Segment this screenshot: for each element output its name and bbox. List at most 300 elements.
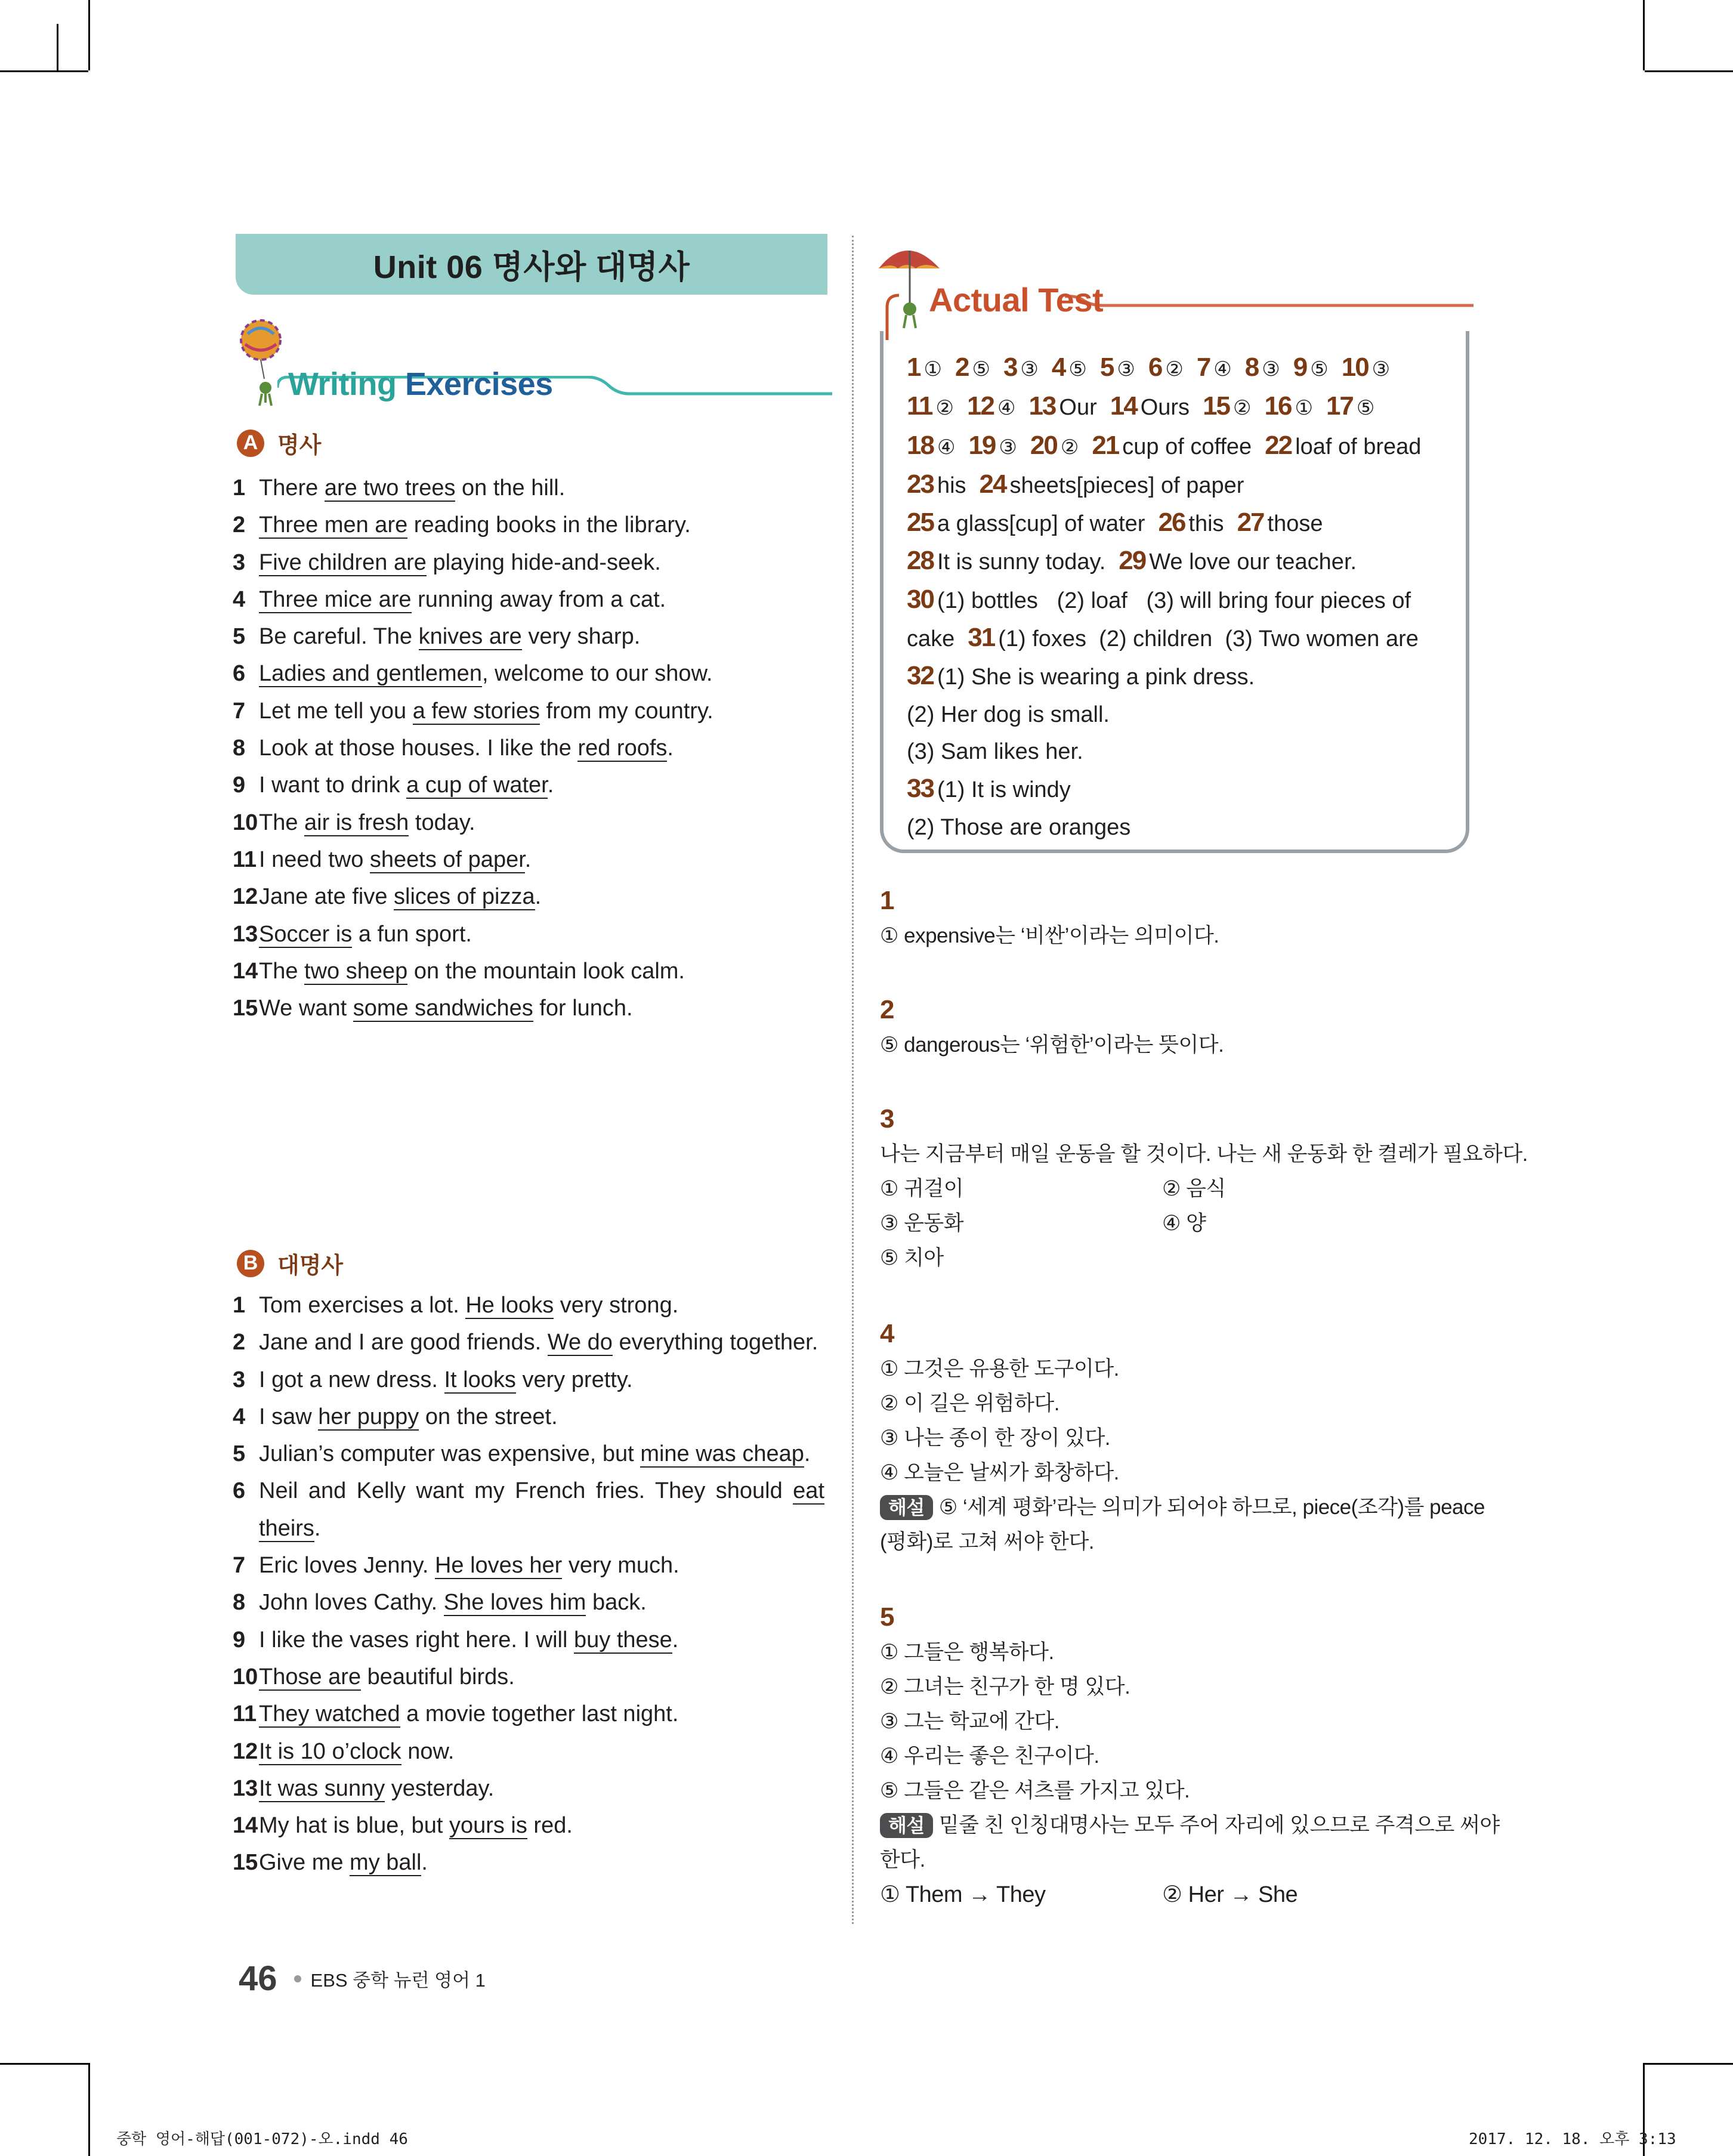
- exercise-item: [233, 878, 829, 915]
- answer-underline: Three mice are: [259, 586, 412, 612]
- sentence-text: My hat is blue, but: [259, 1813, 449, 1839]
- note-label: 해설: [880, 1813, 933, 1838]
- answer-line: [907, 427, 1450, 466]
- item-number: 12: [233, 1738, 258, 1764]
- sentence-text: from my country.: [540, 698, 713, 724]
- item-number: 14: [233, 1813, 258, 1839]
- choice-row: [880, 1241, 1473, 1275]
- answer-line: [907, 349, 1450, 388]
- section-b-heading: [237, 1247, 343, 1280]
- sentence-text: The: [259, 958, 305, 984]
- answer-number: 3: [1003, 353, 1017, 382]
- note-line: [880, 1525, 1473, 1559]
- section-title: 대명사: [277, 1253, 344, 1278]
- slug-file: 중학 영어-해답(001-072)-오.indd 46: [116, 2130, 408, 2148]
- explanation-number: 2: [880, 995, 895, 1024]
- item-sentence: [259, 469, 829, 506]
- sentence-text: Let me tell you: [259, 698, 413, 724]
- sentence-text: .: [314, 1515, 321, 1541]
- explanation-line: ① 그들은 행복하다.: [880, 1641, 1054, 1664]
- answer-number: 33: [907, 774, 934, 804]
- exercise-item: [233, 953, 829, 990]
- answer-value: sheets[pieces] of paper: [1009, 472, 1244, 498]
- answer-value: ③: [1371, 358, 1391, 381]
- explanation-block: [880, 1316, 1485, 1599]
- answer-underline: some sandwiches: [353, 996, 533, 1021]
- title-word-writing: Writing: [288, 366, 397, 402]
- item-sentence: [259, 1695, 824, 1732]
- note-text: 밑줄 친 인칭대명사는 모두 주어 자리에 있으므로 주격으로 써야: [938, 1814, 1500, 1837]
- explanation-line: ⑤ 그들은 같은 셔츠를 가지고 있다.: [880, 1779, 1190, 1802]
- answer-value: ②: [935, 397, 954, 420]
- answer-underline: buy these: [574, 1627, 672, 1652]
- choice-item: ① 귀걸이: [880, 1177, 964, 1200]
- answer-value: loaf of bread: [1295, 434, 1422, 459]
- answer-number: 18: [907, 430, 934, 460]
- answer-value: ⑤: [972, 358, 990, 381]
- item-number: 10: [233, 810, 258, 835]
- answer-line: [907, 542, 1450, 580]
- explanation-line: ④ 우리는 좋은 친구이다.: [880, 1744, 1099, 1768]
- correction-item: ② Her → She: [1162, 1882, 1298, 1907]
- answer-underline: red roofs: [577, 736, 668, 761]
- answer-underline: Ladies and gentlemen: [259, 661, 482, 687]
- answer-underline: her puppy: [318, 1404, 419, 1429]
- answer-line: [907, 733, 1450, 770]
- answer-underline: a few stories: [412, 698, 540, 724]
- answer-number: 27: [1237, 508, 1264, 538]
- answer-number: 6: [1148, 353, 1162, 382]
- exercise-item: [233, 1472, 824, 1547]
- answer-number: 24: [979, 469, 1006, 499]
- item-number: 13: [233, 921, 258, 947]
- exercise-item: [233, 1733, 824, 1770]
- sentence-text: Look at those houses. I like the: [259, 736, 578, 761]
- explanation-number: 1: [880, 886, 895, 915]
- correction-row: [880, 1877, 1473, 1912]
- answer-number: 21: [1092, 430, 1119, 460]
- answer-number: 11: [907, 391, 932, 421]
- answer-number: 29: [1119, 546, 1146, 576]
- explanation-line: ⑤ dangerous는 ‘위험한’이라는 뜻이다.: [880, 1033, 1224, 1057]
- explanation-block: [880, 992, 1473, 1101]
- answer-number: 32: [907, 661, 934, 691]
- item-number: 11: [233, 1701, 257, 1727]
- exercise-item: [233, 544, 829, 581]
- book-title: EBS 중학 뉴런 영어 1: [310, 1970, 486, 1991]
- explanation-number: 5: [880, 1602, 895, 1632]
- crop-mark: [0, 2063, 88, 2065]
- section-a-heading: [237, 427, 321, 459]
- sentence-text: red.: [527, 1813, 573, 1839]
- answer-value: ③: [999, 435, 1017, 459]
- sentence-text: Jane and I are good friends.: [259, 1330, 548, 1355]
- answer-value: cup of coffee: [1122, 434, 1252, 459]
- note-line: [880, 1808, 1500, 1843]
- sentence-text: Julian’s computer was expensive, but: [259, 1441, 641, 1467]
- exercise-item: [233, 730, 829, 767]
- title-word-exercises: Exercises: [404, 366, 553, 402]
- crop-mark: [88, 0, 90, 70]
- actual-test-title: Actual Test: [929, 281, 1104, 319]
- exercise-item: [233, 618, 829, 655]
- answer-underline: Soccer is: [259, 921, 353, 947]
- exercise-item: [233, 1324, 824, 1361]
- sentence-text: There: [259, 475, 325, 501]
- item-number: 13: [233, 1775, 258, 1801]
- item-sentence: [259, 655, 829, 692]
- sentence-text: .: [667, 736, 674, 761]
- sentence-text: .: [524, 847, 532, 872]
- answer-value: ④: [937, 435, 956, 459]
- item-sentence: [259, 506, 829, 543]
- choice-row: [880, 1206, 1473, 1241]
- answer-value: ④: [997, 397, 1016, 420]
- item-sentence: [259, 1361, 824, 1398]
- exercise-item: [233, 916, 829, 953]
- answer-number: 7: [1196, 353, 1210, 382]
- answer-underline: knives are: [418, 624, 522, 650]
- answer-number: 10: [1341, 353, 1369, 382]
- section-a-list: [233, 469, 829, 1027]
- explanation-line: ① expensive는 ‘비싼’이라는 의미이다.: [880, 924, 1219, 947]
- item-sentence: [259, 841, 829, 878]
- answer-value: cake: [907, 626, 955, 652]
- answer-value: ②: [1233, 397, 1252, 420]
- item-sentence: [259, 1547, 824, 1584]
- actual-test-header: [874, 239, 1476, 340]
- item-sentence: [259, 767, 829, 804]
- item-number: 4: [233, 586, 246, 612]
- answer-value: (2) Those are oranges: [907, 814, 1131, 840]
- exercise-item: [233, 1658, 824, 1695]
- explanation-block: [880, 883, 1473, 992]
- sentence-text: Be careful. The: [259, 624, 419, 650]
- sentence-text: running away from a cat.: [411, 586, 666, 612]
- item-sentence: [259, 953, 829, 990]
- item-sentence: [259, 1287, 824, 1324]
- sentence-text: I like the vases right here. I will: [259, 1627, 574, 1652]
- item-number: 12: [233, 884, 258, 910]
- sentence-text: reading books in the library.: [407, 512, 691, 538]
- choice-item: ④ 양: [1162, 1212, 1206, 1235]
- explanation-number: 4: [880, 1319, 895, 1348]
- sentence-text: very much.: [562, 1553, 679, 1579]
- item-sentence: [259, 1324, 824, 1361]
- exercise-item: [233, 1695, 824, 1732]
- answer-line: [907, 466, 1450, 504]
- sentence-text: very sharp.: [521, 624, 641, 650]
- item-number: 7: [233, 1553, 246, 1579]
- answer-number: 31: [968, 623, 995, 653]
- sentence-text: .: [804, 1441, 811, 1467]
- answer-number: 28: [907, 546, 934, 576]
- answer-number: 4: [1051, 353, 1065, 382]
- answer-number: 25: [907, 508, 934, 538]
- answer-number: 15: [1203, 391, 1230, 421]
- answer-underline: He looks: [465, 1293, 554, 1318]
- answer-underline: my ball: [350, 1850, 422, 1876]
- answer-value: ④: [1213, 358, 1232, 381]
- sentence-text: I saw: [259, 1404, 319, 1429]
- bullet-dot: [294, 1975, 301, 1982]
- answer-value: ③: [1020, 358, 1039, 381]
- explanation-line: ② 이 길은 위험하다.: [880, 1392, 1059, 1415]
- item-sentence: [259, 693, 829, 730]
- sentence-text: Eric loves Jenny.: [259, 1553, 435, 1579]
- exercise-item: [233, 804, 829, 841]
- sentence-text: Jane ate five: [259, 884, 394, 910]
- answer-value: ②: [1165, 358, 1184, 381]
- sentence-text: back.: [586, 1590, 647, 1616]
- exercise-item: [233, 693, 829, 730]
- unit-title: Unit 06 명사와 대명사: [373, 249, 690, 285]
- item-sentence: [259, 990, 829, 1027]
- exercise-item: [233, 767, 829, 804]
- answer-line: [907, 657, 1450, 696]
- item-number: 11: [233, 847, 257, 872]
- section-badge: B: [237, 1250, 264, 1277]
- answer-number: 26: [1158, 508, 1185, 538]
- sentence-text: playing hide-and-seek.: [426, 549, 661, 575]
- exercise-item: [233, 841, 829, 878]
- answer-line: [907, 388, 1450, 427]
- answer-number: 17: [1326, 391, 1353, 421]
- answer-underline: are two trees: [324, 475, 456, 501]
- answer-number: 20: [1030, 430, 1057, 460]
- explanation-line: ① 그것은 유용한 도구이다.: [880, 1357, 1119, 1380]
- answer-line: [907, 504, 1450, 542]
- unit-banner: [236, 234, 827, 295]
- sentence-text: very strong.: [554, 1293, 679, 1318]
- exercise-item: [233, 1398, 824, 1435]
- answer-value: ②: [1060, 435, 1079, 459]
- answer-value: It is sunny today.: [937, 549, 1106, 575]
- exercise-item: [233, 1621, 824, 1658]
- exercise-item: [233, 1435, 824, 1472]
- exercise-item: [233, 1807, 824, 1844]
- sentence-text: I need two: [259, 847, 370, 872]
- answer-line: [907, 696, 1450, 733]
- answer-number: 2: [954, 353, 969, 382]
- note-text: 한다.: [880, 1848, 925, 1871]
- exercise-item: [233, 469, 829, 506]
- answer-number: 1: [907, 353, 920, 382]
- item-number: 15: [233, 996, 258, 1021]
- answer-line: [907, 619, 1450, 657]
- answer-number: 30: [907, 584, 934, 614]
- answer-underline: Five children are: [259, 549, 427, 575]
- exercise-item: [233, 990, 829, 1027]
- sentence-text: Give me: [259, 1850, 350, 1876]
- answer-value: (1) bottles (2) loaf (3) will bring four pieces of: [937, 588, 1411, 613]
- item-number: 9: [233, 773, 246, 798]
- correction-item: ① Them → They: [880, 1882, 1046, 1907]
- item-number: 5: [233, 624, 246, 650]
- item-sentence: [259, 1807, 824, 1844]
- explanation-block: [880, 1599, 1500, 1912]
- item-number: 6: [233, 1478, 246, 1504]
- crop-mark: [88, 2063, 90, 2156]
- note-line: [880, 1843, 1473, 1877]
- answer-underline: It looks: [444, 1367, 516, 1392]
- answer-value: (2) Her dog is small.: [907, 702, 1110, 727]
- item-sentence: [259, 544, 829, 581]
- item-sentence: [259, 581, 829, 618]
- answer-value: ③: [1262, 358, 1280, 381]
- sentence-text: .: [547, 773, 554, 798]
- writing-exercises-header: [236, 319, 832, 409]
- answer-number: 9: [1293, 353, 1307, 382]
- item-sentence: [259, 1733, 824, 1770]
- sentence-text: I got a new dress.: [259, 1367, 444, 1392]
- item-sentence: [259, 916, 829, 953]
- item-sentence: [259, 878, 829, 915]
- explanation-line: ③ 나는 종이 한 장이 있다.: [880, 1426, 1111, 1450]
- item-sentence: [259, 1398, 824, 1435]
- sentence-text: We want: [259, 996, 353, 1021]
- exercise-item: [233, 1844, 824, 1881]
- column-divider: [852, 236, 854, 1924]
- answer-underline: slices of pizza: [394, 884, 535, 910]
- sentence-text: .: [672, 1627, 679, 1652]
- answer-underline: mine was cheap: [640, 1441, 804, 1467]
- crop-mark: [0, 70, 88, 72]
- item-sentence: [259, 1435, 824, 1472]
- answer-underline: sheets of paper: [369, 847, 525, 872]
- item-number: 7: [233, 698, 246, 724]
- item-sentence: [259, 1472, 824, 1547]
- answer-underline: two sheep: [304, 958, 408, 984]
- answer-underline: yours is: [449, 1813, 527, 1839]
- sentence-text: John loves Cathy.: [259, 1590, 444, 1616]
- answer-underline: He loves her: [434, 1553, 563, 1579]
- exercise-item: [233, 1547, 824, 1584]
- item-number: 10: [233, 1664, 258, 1689]
- answer-underline: Those are: [259, 1664, 362, 1689]
- item-number: 6: [233, 661, 246, 687]
- item-sentence: [259, 1621, 824, 1658]
- item-number: 8: [233, 1590, 246, 1616]
- choice-row: [880, 1172, 1473, 1206]
- answer-line: [907, 809, 1450, 846]
- answer-value: this: [1188, 511, 1224, 537]
- explanation-line: ④ 오늘은 날씨가 화창하다.: [880, 1461, 1119, 1484]
- choice-item: [1162, 1241, 1444, 1275]
- sentence-text: beautiful birds.: [361, 1664, 515, 1689]
- item-sentence: [259, 1658, 824, 1695]
- explanation-line: 나는 지금부터 매일 운동을 할 것이다. 나는 새 운동화 한 켤레가 필요하다.: [880, 1142, 1528, 1166]
- sentence-text: Tom exercises a lot.: [259, 1293, 466, 1318]
- answer-number: 8: [1244, 353, 1259, 382]
- sentence-text: on the street.: [419, 1404, 558, 1429]
- explanation-line: ③ 그는 학교에 간다.: [880, 1710, 1059, 1733]
- item-number: 2: [233, 512, 246, 538]
- sentence-text: The: [259, 810, 305, 835]
- answer-value: ③: [1117, 358, 1135, 381]
- item-number: 1: [233, 1293, 246, 1318]
- answer-value: ⑤: [1310, 358, 1329, 381]
- answer-number: 22: [1265, 430, 1292, 460]
- sentence-text: Neil and Kelly want my French fries. They should: [259, 1478, 793, 1504]
- answer-value: his: [937, 472, 966, 498]
- answer-value: (1) It is windy: [937, 777, 1071, 803]
- page-number: 46: [239, 1959, 277, 1998]
- explanations: [880, 883, 1528, 1912]
- page-footer: [239, 1959, 486, 1999]
- answer-number: 5: [1099, 353, 1114, 382]
- crop-mark: [57, 24, 58, 72]
- item-number: 8: [233, 736, 246, 761]
- item-number: 9: [233, 1627, 246, 1652]
- explanation-number: 3: [880, 1104, 895, 1133]
- answer-key: [907, 349, 1450, 846]
- answer-underline: eat theirs: [259, 1478, 824, 1541]
- item-sentence: [259, 1844, 824, 1881]
- choice-item: ③ 운동화: [880, 1212, 964, 1235]
- item-number: 3: [233, 549, 246, 575]
- sentence-text: on the mountain look calm.: [407, 958, 685, 984]
- note-text: ⑤ ‘세계 평화’라는 의미가 되어야 하므로, piece(조각)를 peace: [938, 1496, 1485, 1519]
- answer-number: 12: [967, 391, 994, 421]
- answer-number: 23: [907, 469, 934, 499]
- item-number: 2: [233, 1330, 246, 1355]
- exercise-item: [233, 1770, 824, 1807]
- note-line: [880, 1490, 1485, 1525]
- section-badge: A: [237, 430, 264, 457]
- sentence-text: on the hill.: [455, 475, 566, 501]
- answer-value: (3) Sam likes her.: [907, 739, 1083, 764]
- sentence-text: a movie together last night.: [400, 1701, 679, 1727]
- sentence-text: now.: [401, 1738, 455, 1764]
- item-number: 5: [233, 1441, 246, 1467]
- sentence-text: .: [421, 1850, 428, 1876]
- crop-mark: [1645, 70, 1733, 72]
- answer-value: ⑤: [1356, 397, 1375, 420]
- crop-mark: [1643, 0, 1645, 70]
- answer-value: (1) foxes (2) children (3) Two women are: [998, 626, 1419, 652]
- sentence-text: very pretty.: [515, 1367, 633, 1392]
- item-number: 1: [233, 475, 246, 501]
- exercise-item: [233, 655, 829, 692]
- item-number: 3: [233, 1367, 246, 1392]
- sentence-text: today.: [409, 810, 475, 835]
- item-number: 15: [233, 1850, 258, 1876]
- item-sentence: [259, 804, 829, 841]
- exercise-item: [233, 581, 829, 618]
- exercise-item: [233, 1584, 824, 1621]
- answer-number: 19: [968, 430, 996, 460]
- item-sentence: [259, 1770, 824, 1807]
- sentence-text: yesterday.: [385, 1775, 495, 1801]
- answer-value: We love our teacher.: [1149, 549, 1357, 575]
- exercise-item: [233, 1287, 824, 1324]
- sentence-text: .: [535, 884, 542, 910]
- answer-underline: air is fresh: [304, 810, 409, 835]
- answer-number: 14: [1110, 391, 1137, 421]
- answer-underline: It was sunny: [259, 1775, 385, 1801]
- answer-number: 16: [1264, 391, 1292, 421]
- sentence-text: , welcome to our show.: [481, 661, 713, 687]
- answer-value: those: [1267, 511, 1323, 537]
- item-sentence: [259, 618, 829, 655]
- note-text: (평화)로 고쳐 써야 한다.: [880, 1530, 1094, 1553]
- answer-underline: She loves him: [443, 1590, 586, 1616]
- answer-value: ①: [1295, 397, 1313, 420]
- choice-item: ② 음식: [1162, 1177, 1226, 1200]
- sentence-text: I want to drink: [259, 773, 407, 798]
- section-title: 명사: [277, 433, 322, 458]
